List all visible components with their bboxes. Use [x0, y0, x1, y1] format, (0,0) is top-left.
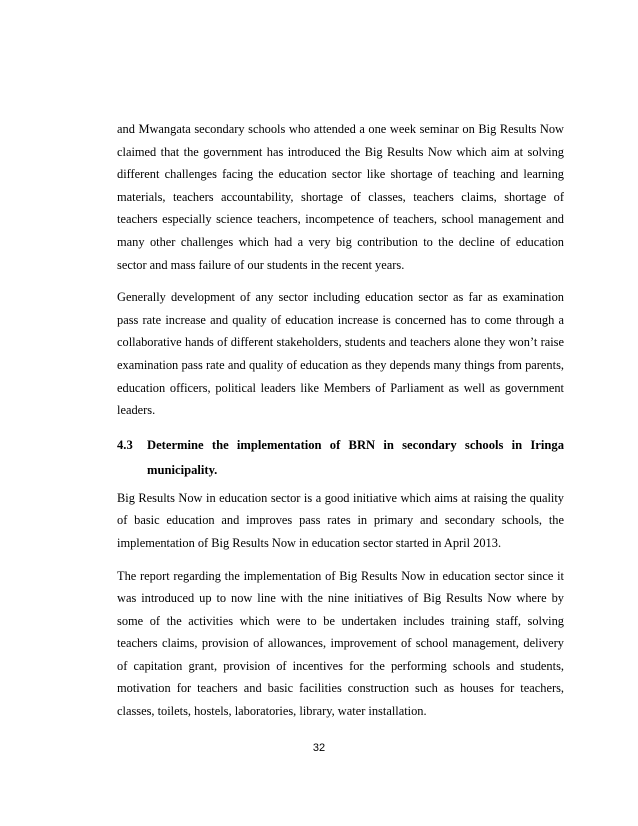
section-number: 4.3	[117, 437, 133, 452]
paragraph-brn-report: The report regarding the implementation of Big Results Now in education sector since it was introduced up to now line with the nine initiatives of Big Results Now where by some of the activities which were to be undertaken includes training staff, solving teachers claims, provision of allowances, improvement of school management, delivery of capitation grant, provision of incentives for the performing schools and students, motivation for teachers and basic facilities construction such as houses for teachers, classes, toilets, hostels, laboratories, library, water installation.	[117, 568, 564, 719]
section-heading	[117, 433, 564, 483]
page-number: 32	[312, 742, 326, 754]
section-title: Determine the implementation of BRN in secondary schools in Iringa municipality.	[147, 437, 564, 477]
paragraph-seminar-claims: and Mwangata secondary schools who attended a one week seminar on Big Results Now claimed that the government has introduced the Big Results Now which aim at solving different challenges facing the education sector like shortage of teaching and learning materials, teachers accountability, shortage of classes, teachers claims, shortage of teachers especially science teachers, incompetence of teachers, school management and many other challenges which had a very big contribution to the decline of education sector and mass failure of our students in the recent years.	[117, 122, 564, 272]
document-page	[117, 118, 564, 723]
paragraph-stakeholders: Generally development of any sector including education sector as far as examination pass rate increase and quality of education increase is concerned has to come through a collaborative hands of different stakeholders, students and teachers alone they won’t raise examination pass rate and quality of education as they depends many things from parents, education officers, political leaders like Members of Parliament as well as government leaders.	[117, 290, 564, 418]
paragraph-brn-initiative: Big Results Now in education sector is a good initiative which aims at raising the quality of basic education and improves pass rates in primary and secondary schools, the implementation of Big Results Now in education sector started in April 2013.	[117, 490, 564, 550]
